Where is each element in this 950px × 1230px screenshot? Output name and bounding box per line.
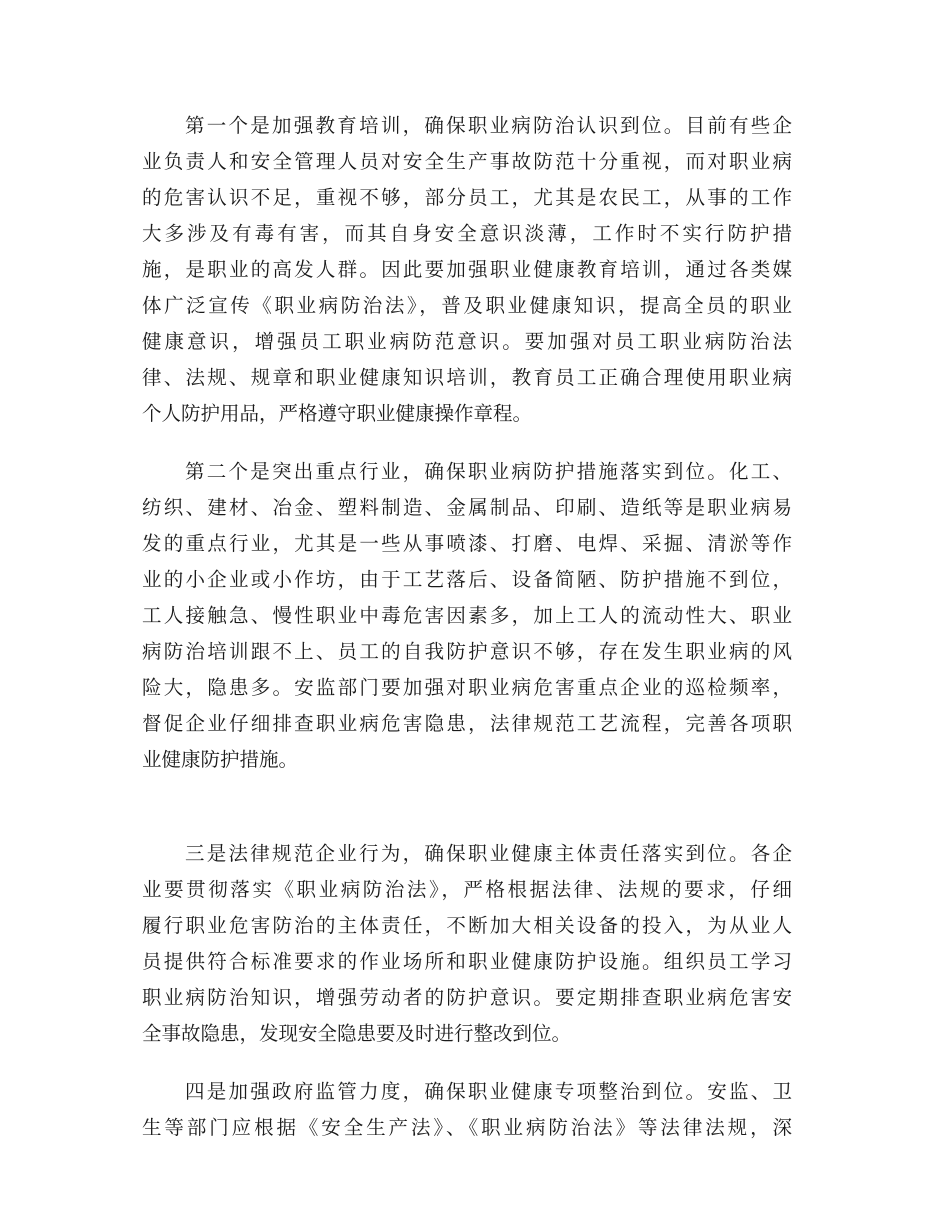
text-line: 健康意识，增强员工职业病防范意识。要加强对员工职业病防治法 bbox=[142, 330, 792, 353]
text-line: 第二个是突出重点行业，确保职业病防护措施落实到位。化工、 bbox=[185, 460, 792, 483]
text-line: 全事故隐患，发现安全隐患要及时进行整改到位。 bbox=[142, 1022, 572, 1045]
text-line: 体广泛宣传《职业病防治法》，普及职业健康知识，提高全员的职业 bbox=[142, 294, 792, 317]
text-line: 业要贯彻落实《职业病防治法》，严格根据法律、法规的要求，仔细 bbox=[142, 878, 792, 901]
text-line: 职业病防治知识，增强劳动者的防护意识。要定期排查职业病危害安 bbox=[142, 986, 792, 1009]
text-line: 四是加强政府监管力度，确保职业健康专项整治到位。安监、卫 bbox=[185, 1080, 792, 1103]
text-line: 纺织、建材、冶金、塑料制造、金属制品、印刷、造纸等是职业病易 bbox=[142, 496, 792, 519]
paragraph-education-training bbox=[142, 108, 792, 432]
text-line: 大多涉及有毒有害，而其自身安全意识淡薄，工作时不实行防护措 bbox=[142, 222, 792, 245]
text-line: 履行职业危害防治的主体责任，不断加大相关设备的投入，为从业人 bbox=[142, 914, 792, 937]
text-line: 险大，隐患多。安监部门要加强对职业病危害重点企业的巡检频率， bbox=[142, 676, 792, 699]
text-line: 病防治培训跟不上、员工的自我防护意识不够，存在发生职业病的风 bbox=[142, 640, 792, 663]
paragraph-enterprise-conduct bbox=[142, 836, 792, 1052]
text-line: 施，是职业的高发人群。因此要加强职业健康教育培训，通过各类媒 bbox=[142, 258, 792, 281]
paragraph-key-industries bbox=[142, 454, 792, 778]
text-line: 生等部门应根据《安全生产法》、《职业病防治法》等法律法规，深 bbox=[142, 1116, 792, 1139]
text-line: 业负责人和安全管理人员对安全生产事故防范十分重视，而对职业病 bbox=[142, 150, 792, 173]
text-line: 的危害认识不足，重视不够，部分员工，尤其是农民工，从事的工作 bbox=[142, 186, 792, 209]
text-line: 工人接触急、慢性职业中毒危害因素多，加上工人的流动性大、职业 bbox=[142, 604, 792, 627]
paragraph-government-supervision bbox=[142, 1074, 792, 1146]
text-line: 律、法规、规章和职业健康知识培训，教育员工正确合理使用职业病 bbox=[142, 366, 792, 389]
text-line: 业健康防护措施。 bbox=[142, 748, 299, 771]
text-line: 三是法律规范企业行为，确保职业健康主体责任落实到位。各企 bbox=[185, 842, 792, 865]
text-line: 第一个是加强教育培训，确保职业病防治认识到位。目前有些企 bbox=[185, 114, 792, 137]
text-line: 业的小企业或小作坊，由于工艺落后、设备简陋、防护措施不到位， bbox=[142, 568, 792, 591]
text-line: 个人防护用品，严格遵守职业健康操作章程。 bbox=[142, 402, 533, 425]
text-line: 督促企业仔细排查职业病危害隐患，法律规范工艺流程，完善各项职 bbox=[142, 712, 792, 735]
text-line: 员提供符合标准要求的作业场所和职业健康防护设施。组织员工学习 bbox=[142, 950, 792, 973]
text-line: 发的重点行业，尤其是一些从事喷漆、打磨、电焊、采掘、清淤等作 bbox=[142, 532, 792, 555]
